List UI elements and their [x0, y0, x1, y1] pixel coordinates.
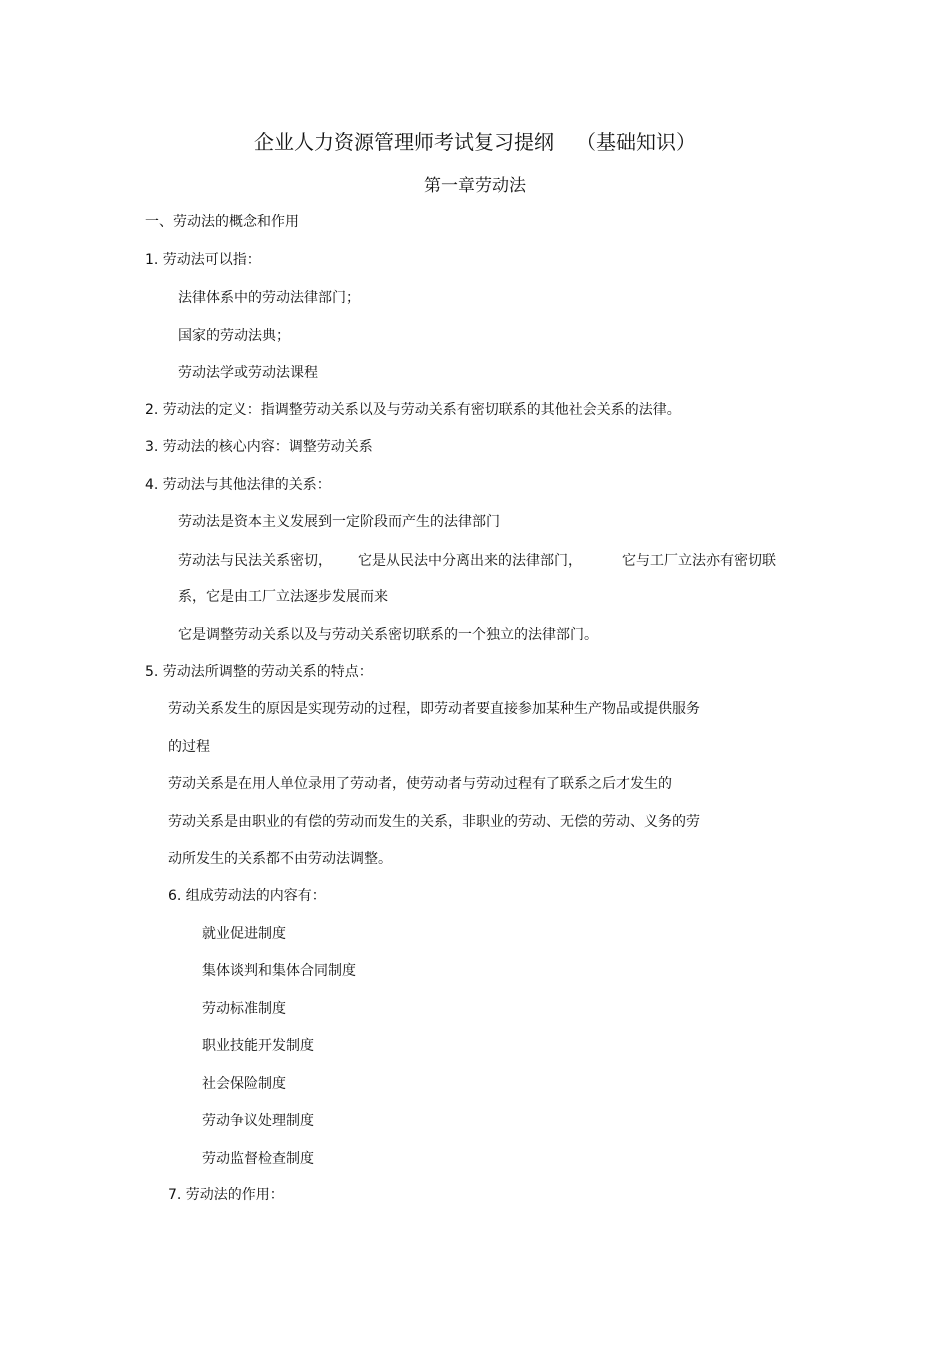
title-sub: （基础知识） [576, 130, 696, 154]
item-6-point-4: 职业技能开发制度 [202, 1038, 314, 1054]
item-4-heading: 4. 劳动法与其他法律的关系： [145, 477, 331, 493]
item-5-line-5: 动所发生的关系都不由劳动法调整。 [168, 851, 392, 867]
item-5-heading: 5. 劳动法所调整的劳动关系的特点： [145, 664, 373, 680]
document-title [0, 128, 950, 156]
item-1-heading: 1. 劳动法可以指： [145, 252, 261, 268]
item-3-heading: 3. 劳动法的核心内容：调整劳动关系 [145, 439, 373, 455]
item-6-point-3: 劳动标准制度 [202, 1001, 286, 1017]
chapter-heading: 第一章劳动法 [424, 176, 526, 196]
item-5-line-4: 劳动关系是由职业的有偿的劳动而发生的关系，非职业的劳动、无偿的劳动、义务的劳 [168, 814, 700, 830]
item-6-heading: 6. 组成劳动法的内容有： [168, 888, 326, 904]
title-main: 企业人力资源管理师考试复习提纲 [254, 130, 554, 154]
item-5-line-3: 劳动关系是在用人单位录用了劳动者，使劳动者与劳动过程有了联系之后才发生的 [168, 776, 672, 792]
item-1-point-3: 劳动法学或劳动法课程 [178, 365, 318, 381]
item-5-line-1: 劳动关系发生的原因是实现劳动的过程，即劳动者要直接参加某种生产物品或提供服务 [168, 701, 700, 717]
item-4-para-2-part-c: 它与工厂立法亦有密切联 [622, 553, 776, 569]
item-6-point-1: 就业促进制度 [202, 926, 286, 942]
item-6-point-2: 集体谈判和集体合同制度 [202, 963, 356, 979]
item-4-para-2-line-2: 系，它是由工厂立法逐步发展而来 [178, 589, 388, 605]
item-2-heading: 2. 劳动法的定义：指调整劳动关系以及与劳动关系有密切联系的其他社会关系的法律。 [145, 402, 681, 418]
item-4-para-3: 它是调整劳动关系以及与劳动关系密切联系的一个独立的法律部门。 [178, 627, 598, 643]
item-1-point-2: 国家的劳动法典； [178, 328, 290, 344]
item-4-para-1: 劳动法是资本主义发展到一定阶段而产生的法律部门 [178, 514, 500, 530]
item-1-point-1: 法律体系中的劳动法律部门； [178, 290, 360, 306]
item-6-point-5: 社会保险制度 [202, 1076, 286, 1092]
section-heading-1: 一、劳动法的概念和作用 [145, 214, 299, 230]
item-7-heading: 7. 劳动法的作用： [168, 1187, 284, 1203]
item-5-line-2: 的过程 [168, 739, 210, 755]
item-4-para-2-part-b: 它是从民法中分离出来的法律部门， [358, 553, 582, 569]
item-4-para-2-part-a: 劳动法与民法关系密切， [178, 553, 332, 569]
item-4-para-2-line-1 [178, 551, 798, 571]
item-6-point-6: 劳动争议处理制度 [202, 1113, 314, 1129]
item-6-point-7: 劳动监督检查制度 [202, 1151, 314, 1167]
